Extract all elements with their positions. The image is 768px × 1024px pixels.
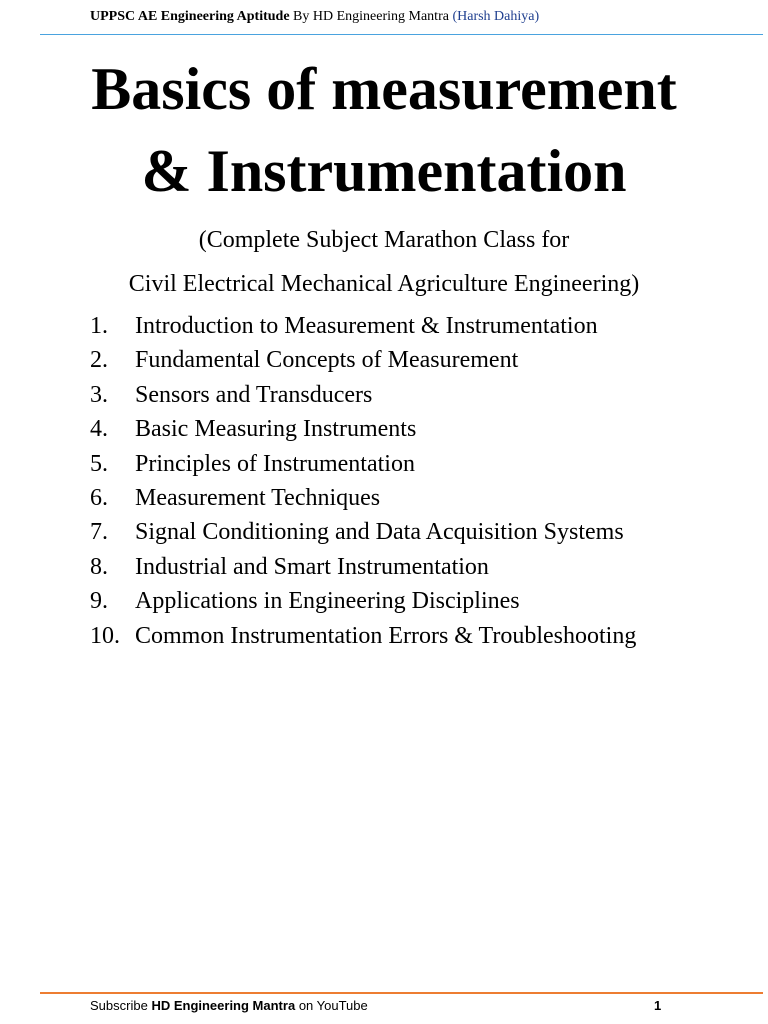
footer-channel: HD Engineering Mantra (151, 998, 296, 1013)
title-line-2: & Instrumentation (141, 138, 627, 204)
subtitle-line-2: Civil Electrical Mechanical Agriculture Engineering) (128, 271, 640, 297)
toc-item-number: 2. (90, 347, 108, 374)
toc-item-number: 8. (90, 553, 108, 580)
toc-item (90, 481, 636, 515)
toc-item-text: Principles of Instrumentation (135, 450, 415, 477)
page-number: 1 (654, 998, 662, 1013)
toc-item-number: 7. (90, 519, 108, 546)
toc-item (90, 412, 636, 446)
toc-item-number: 10. (90, 622, 120, 649)
toc-item-text: Industrial and Smart Instrumentation (135, 553, 489, 580)
toc-item (90, 309, 636, 343)
toc-item-text: Fundamental Concepts of Measurement (135, 347, 519, 374)
page-header (90, 8, 539, 26)
header-by: By HD Engineering Mantra (293, 9, 449, 24)
toc-item (90, 378, 636, 412)
toc-item-text: Common Instrumentation Errors & Troubleshooting (135, 622, 637, 649)
toc-item-number: 9. (90, 588, 108, 615)
toc-item-text: Basic Measuring Instruments (135, 416, 417, 443)
footer-divider (40, 992, 763, 994)
toc-item (90, 515, 636, 549)
subtitle-line-1: (Complete Subject Marathon Class for (198, 227, 570, 253)
toc-item-text: Sensors and Transducers (135, 381, 373, 408)
toc-item-number: 6. (90, 485, 108, 512)
toc-item-text: Introduction to Measurement & Instrumentation (135, 313, 598, 339)
header-course: UPPSC AE Engineering Aptitude (90, 9, 290, 24)
footer-suffix: on YouTube (298, 998, 368, 1013)
toc-item-text: Signal Conditioning and Data Acquisition Systems (135, 519, 624, 546)
header-author: (Harsh Dahiya) (452, 9, 540, 24)
toc-item (90, 584, 636, 618)
document-subtitle (0, 218, 768, 306)
toc-item-number: 5. (90, 450, 108, 477)
page-footer (90, 997, 368, 1015)
toc-item-number: 3. (90, 381, 108, 408)
toc-item-text: Measurement Techniques (135, 485, 381, 512)
toc-item-text: Applications in Engineering Disciplines (135, 588, 520, 615)
toc-item-number: 4. (90, 416, 108, 443)
footer-prefix: Subscribe (90, 998, 148, 1013)
toc-item (90, 619, 636, 653)
table-of-contents (90, 309, 636, 653)
toc-item-number: 1. (90, 313, 108, 339)
title-line-1: Basics of measurement (91, 56, 677, 122)
toc-item (90, 550, 636, 584)
header-divider (40, 34, 763, 35)
toc-item (90, 343, 636, 377)
toc-item (90, 447, 636, 481)
document-title (0, 48, 768, 212)
